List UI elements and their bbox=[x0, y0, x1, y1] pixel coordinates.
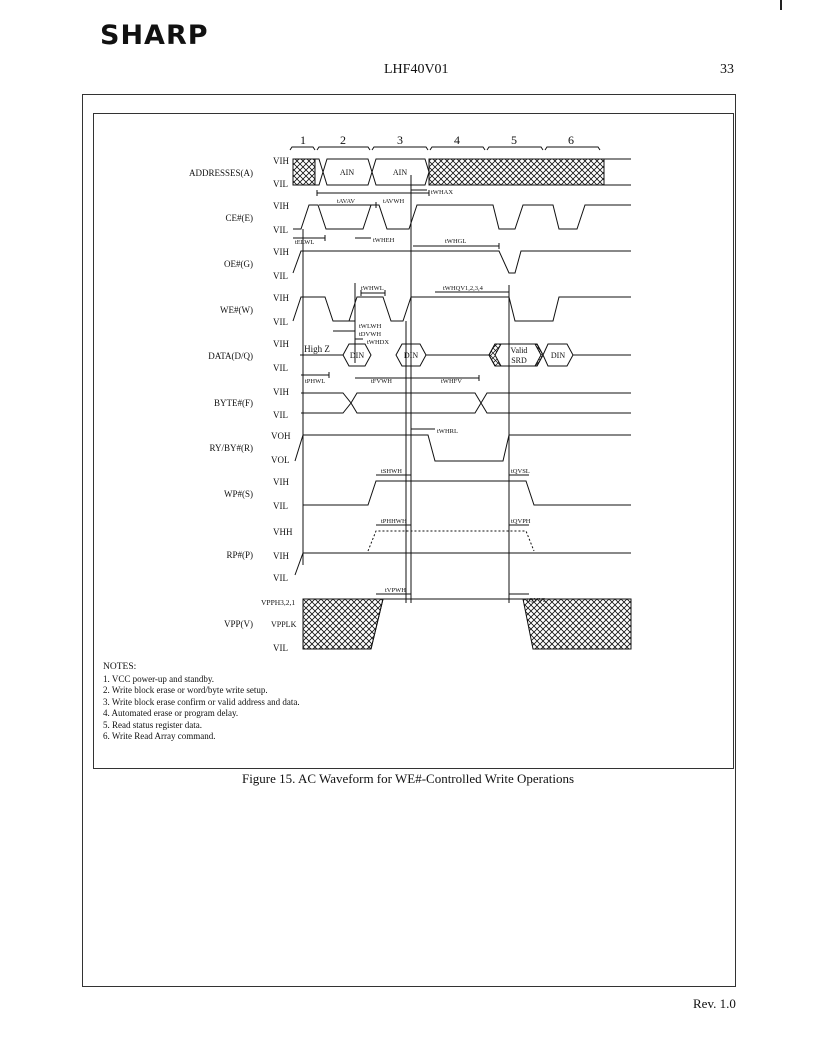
signal-name: WE#(W) bbox=[220, 305, 253, 315]
phase-number: 3 bbox=[397, 133, 403, 147]
level-label: VIL bbox=[273, 317, 288, 327]
level-label: VIH bbox=[273, 477, 289, 487]
revision-label: Rev. 1.0 bbox=[693, 996, 736, 1011]
note-item: 4. Automated erase or program delay. bbox=[103, 708, 239, 718]
level-label: VIL bbox=[273, 179, 288, 189]
level-label: VIH bbox=[273, 387, 289, 397]
notes-title: NOTES: bbox=[103, 662, 137, 672]
level-label: VIL bbox=[273, 643, 288, 653]
timing-label: tWHWL bbox=[361, 285, 384, 292]
level-label: VIL bbox=[273, 271, 288, 281]
data-in-label: DIN bbox=[403, 351, 419, 360]
level-label: VOL bbox=[271, 455, 290, 465]
level-label: VPPH3,2,1 bbox=[261, 598, 296, 607]
note-item: 3. Write block erase confirm or valid address and data. bbox=[103, 696, 300, 707]
address-label: AIN bbox=[392, 168, 408, 177]
timing-label: tQVPH bbox=[511, 518, 531, 525]
note-item: 6. Write Read Array command. bbox=[103, 731, 216, 741]
timing-label: tAVWH bbox=[383, 198, 405, 205]
level-label: VIL bbox=[273, 573, 288, 583]
high-z-label: High Z bbox=[304, 344, 330, 354]
timing-label: tAVAV bbox=[337, 198, 356, 205]
level-label: VIH bbox=[273, 293, 289, 303]
timing-label: tWHFV bbox=[441, 378, 462, 385]
level-label: VIL bbox=[273, 501, 288, 511]
signal-name: VPP(V) bbox=[223, 619, 253, 629]
page-edge-mark bbox=[780, 0, 782, 10]
page-number: 33 bbox=[720, 62, 734, 77]
data-in-label: DIN bbox=[349, 351, 365, 360]
level-label: VIH bbox=[273, 339, 289, 349]
timing-label: tWHEH bbox=[373, 237, 395, 244]
level-label: VPPLK bbox=[271, 620, 297, 629]
timing-label: tSHWH bbox=[381, 468, 402, 475]
timing-label: tFVWH bbox=[371, 378, 392, 385]
note-item: 2. Write block erase or word/byte write setup. bbox=[103, 685, 268, 695]
address-label: AIN bbox=[339, 168, 355, 177]
phase-number: 4 bbox=[454, 133, 460, 147]
phase-number: 5 bbox=[511, 133, 517, 147]
phase-number: 1 bbox=[300, 133, 306, 147]
timing-label: tQVSL bbox=[511, 468, 530, 475]
level-label: VIL bbox=[273, 225, 288, 235]
timing-label: tPHHWH bbox=[381, 518, 407, 525]
signal-name: OE#(G) bbox=[224, 259, 253, 269]
sharp-logo: SHARP bbox=[100, 20, 209, 51]
signal-name: BYTE#(F) bbox=[214, 398, 253, 408]
timing-diagram bbox=[93, 113, 734, 658]
timing-label: tELWL bbox=[295, 239, 315, 246]
timing-label: tWHAX bbox=[431, 189, 454, 196]
timing-label: tQVVL bbox=[527, 597, 547, 604]
timing-label: tWHGL bbox=[445, 238, 467, 245]
valid-srd-label: SRD bbox=[511, 356, 527, 365]
phase-number: 6 bbox=[568, 133, 574, 147]
timing-label: tWLWH bbox=[359, 323, 382, 330]
timing-label: tDVWH bbox=[359, 331, 382, 338]
notes-block bbox=[103, 662, 300, 743]
signal-name: WP#(S) bbox=[224, 489, 253, 499]
signal-name: RP#(P) bbox=[226, 550, 253, 560]
signal-name: DATA(D/Q) bbox=[208, 351, 253, 361]
valid-srd-label: Valid bbox=[510, 346, 528, 355]
signal-name: RY/BY#(R) bbox=[209, 443, 253, 453]
timing-label: tWHRL bbox=[437, 428, 458, 435]
level-label: VIH bbox=[273, 551, 289, 561]
phase-number: 2 bbox=[340, 133, 346, 147]
document-id: LHF40V01 bbox=[384, 62, 449, 77]
level-label: VIL bbox=[273, 363, 288, 373]
level-label: VOH bbox=[271, 431, 291, 441]
timing-label: tVPWH bbox=[385, 587, 406, 594]
data-in-label: DIN bbox=[550, 351, 566, 360]
figure-caption: Figure 15. AC Waveform for WE#-Controlled Write Operations bbox=[241, 771, 575, 786]
timing-label: tWHDX bbox=[367, 339, 390, 346]
level-label: VIH bbox=[273, 156, 289, 166]
note-item: 5. Read status register data. bbox=[103, 719, 202, 730]
signal-name: CE#(E) bbox=[225, 213, 253, 223]
level-label: VIL bbox=[273, 410, 288, 420]
timing-label: tPHWL bbox=[305, 378, 326, 385]
signal-name: ADDRESSES(A) bbox=[188, 168, 253, 178]
level-label: VHH bbox=[273, 527, 293, 537]
timing-label: tWHQV1,2,3,4 bbox=[443, 285, 483, 292]
level-label: VIH bbox=[273, 247, 289, 257]
note-item: 1. VCC power-up and standby. bbox=[103, 673, 215, 684]
level-label: VIH bbox=[273, 201, 289, 211]
